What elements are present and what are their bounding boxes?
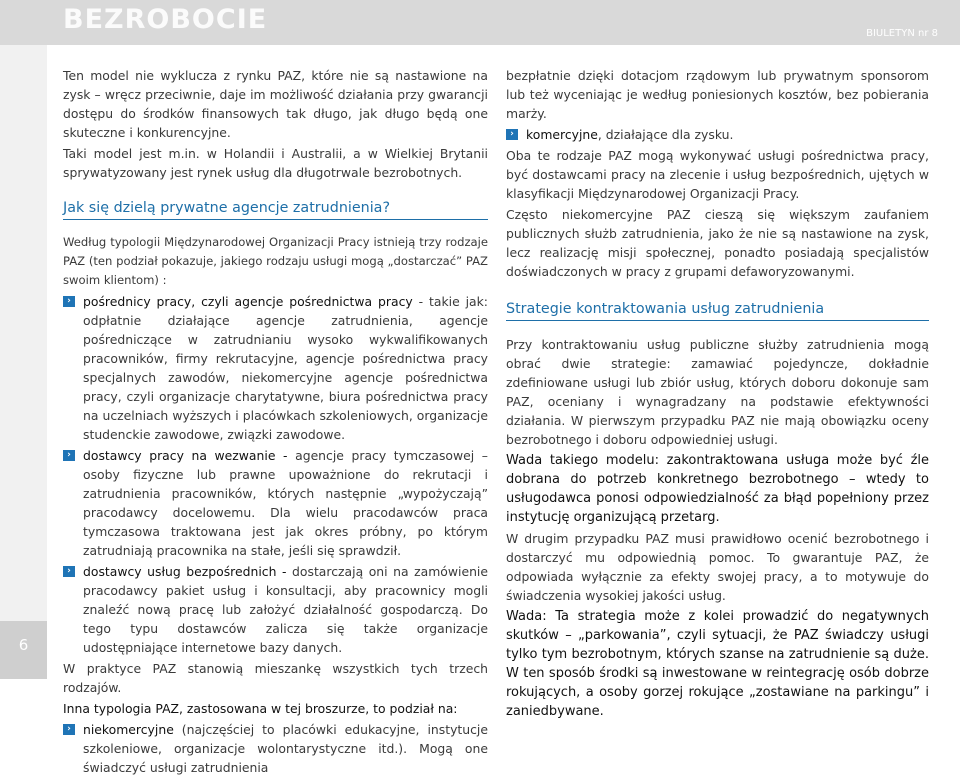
paragraph-emphasis: Wada: Ta strategia może z kolei prowadzić do negatywnych skutków – „parkowania”, czyli sytuacji, że PAZ świadczy usługi tylko tym bezrobotnym, których szanse na zatrudnienie są duże. W ten sposób środki są inwestowane w reintegrację osób dobrze rokujących, a osoby gorzej rokujące „zostawiane na parkingu” i zaniedbywane. <box>506 609 929 719</box>
section-heading: Strategie kontraktowania usług zatrudnienia <box>506 301 929 321</box>
paragraph: Taki model jest m.in. w Holandii i Australii, a w Wielkiej Brytanii sprywatyzowany jest rynek usług dla długotrwale bezrobotnych. <box>63 146 488 180</box>
paragraph: Często niekomercyjne PAZ cieszą się większym zaufaniem publicznych służb zatrudnienia, jako że nie są nastawione na zysk, lecz realizację misji społecznej, ponadto posiadają specjalistów doświadczonych w pracy z grupami defaworyzowanymi. <box>506 207 929 279</box>
paragraph: Według typologii Międzynarodowej Organizacji Pracy istnieją trzy rodzaje PAZ (ten podział pokazuje, jakiego rodzaju usługi mogą „dostarczać” PAZ swoim klientom) : <box>63 235 488 287</box>
paragraph-emphasis: Wada takiego modelu: zakontraktowana usługa może być źle dobrana do potrzeb konkretnego bezrobotnego – wtedy to usługodawca ponosi odpowiedzialność za błąd popełniony przez instytucję organizującą przetarg. <box>506 453 929 525</box>
page-number: 6 <box>18 636 29 654</box>
paragraph: Ten model nie wyklucza z rynku PAZ, które nie są nastawione na zysk – wręcz przeciwnie, daje im możliwość działania przy gwarancji dostępu do środków finansowych tak długo, jak długo będą one skuteczne i konkurencyjne. <box>63 68 488 140</box>
arrow-right-icon: › <box>63 296 75 307</box>
list-item <box>63 292 488 444</box>
list-item-lead: dostawcy pracy na wezwanie - <box>83 448 288 463</box>
paragraph: W drugim przypadku PAZ musi prawidłowo ocenić bezrobotnego i dostarczyć mu odpowiednią pomoc. To gwarantuje PAZ, że odpowiada wyłącznie za efekty swojej pracy, a to motywuje do świadczenia wysokiej jakości usług. <box>506 531 929 603</box>
paragraph: W praktyce PAZ stanowią mieszankę wszystkich tych trzech rodzajów. <box>63 661 488 695</box>
paragraph: bezpłatnie dzięki dotacjom rządowym lub prywatnym sponsorom lub też wyceniając je według poniesionych kosztów, bez pobierania marży. <box>506 68 929 121</box>
list-item <box>506 125 929 144</box>
left-column <box>63 66 488 779</box>
list-item <box>63 720 488 777</box>
page-header <box>0 0 960 45</box>
list-item-text: (najczęściej to placówki edukacyjne, instytucje szkoleniowe, organizacje wolontarystyczne itd.). Mogą one świadczyć usługi zatrudnienia <box>83 722 488 775</box>
list-item-lead: pośrednicy pracy, czyli agencje pośrednictwa pracy <box>83 294 413 309</box>
paragraph: Oba te rodzaje PAZ mogą wykonywać usługi pośrednictwa pracy, być dostawcami pracy na zlecenie i usług bezpośrednich, ujętych w klasyfikacji Międzynarodowej Organizacji Pracy. <box>506 148 929 201</box>
list-item-text: dostarczają oni na zamówienie pracodawcy pakiet usług i konsultacji, aby pracownicy mogli znaleźć nową pracę lub założyć działalność gospodarczą. Do tego typu dostawców zalicza się także organizacje udostępniające internetowe bazy danych. <box>83 564 489 655</box>
arrow-right-icon: › <box>63 450 75 461</box>
list-item-lead: dostawcy usług bezpośrednich - <box>83 564 287 579</box>
publication-logo: BEZROBOCIE <box>63 4 268 35</box>
list-item-text: - takie jak: odpłatnie działające agencje zatrudnienia, agencje pośredniczące w zatrudnianiu wysoko wykwalifikowanych pracowników, firmy rekrutacyjne, agencje pośrednictwa pracy specjalnych zawodów, niekomercyjne agencje pośrednictwa pracy, czyli organizacje charytatywne, biura pośrednictwa pracy na uczelniach wyższych i placówkach szkoleniowych, organizacje studenckie zawodowe, związki zawodowe. <box>83 294 488 442</box>
right-column <box>506 66 929 723</box>
list-item <box>63 562 488 657</box>
list-item-text: , działające dla zysku. <box>597 127 734 142</box>
list-item <box>63 446 488 560</box>
section-heading: Jak się dzielą prywatne agencje zatrudnienia? <box>63 200 488 220</box>
paragraph: Przy kontraktowaniu usług publiczne służby zatrudnienia mogą obrać dwie strategie: zamawiać pojedyncze, dokładnie zdefiniowane usługi lub zbiór usług, których doboru dokonuje sam PAZ, oceniany i wynagradzany na podstawie efektywności działania. W pierwszym przypadku PAZ nie mają obowiązku oceny bezrobotnego i doboru odpowiedniej usługi. <box>506 337 929 447</box>
list-item-lead: komercyjne <box>526 127 598 142</box>
list-item-lead: niekomercyjne <box>83 722 174 737</box>
list-item-text: agencje pracy tymczasowej – osoby fizyczne lub prawne upoważnione do rekrutacji i zatrudnienia pracowników, których następnie „wypożyczają” pracodawcy docelowemu. Dla wielu pracodawców praca tymczasowa traktowana jest jak okres próbny, po którym zatrudniają pracownika na stałe, jeśli się sprawdził. <box>83 448 488 558</box>
left-margin-strip <box>0 45 47 679</box>
paragraph: Inna typologia PAZ, zastosowana w tej broszurze, to podział na: <box>63 701 458 716</box>
arrow-right-icon: › <box>63 566 75 577</box>
issue-label: BIULETYN nr 8 <box>866 28 938 39</box>
arrow-right-icon: › <box>506 129 518 140</box>
arrow-right-icon: › <box>63 724 75 735</box>
